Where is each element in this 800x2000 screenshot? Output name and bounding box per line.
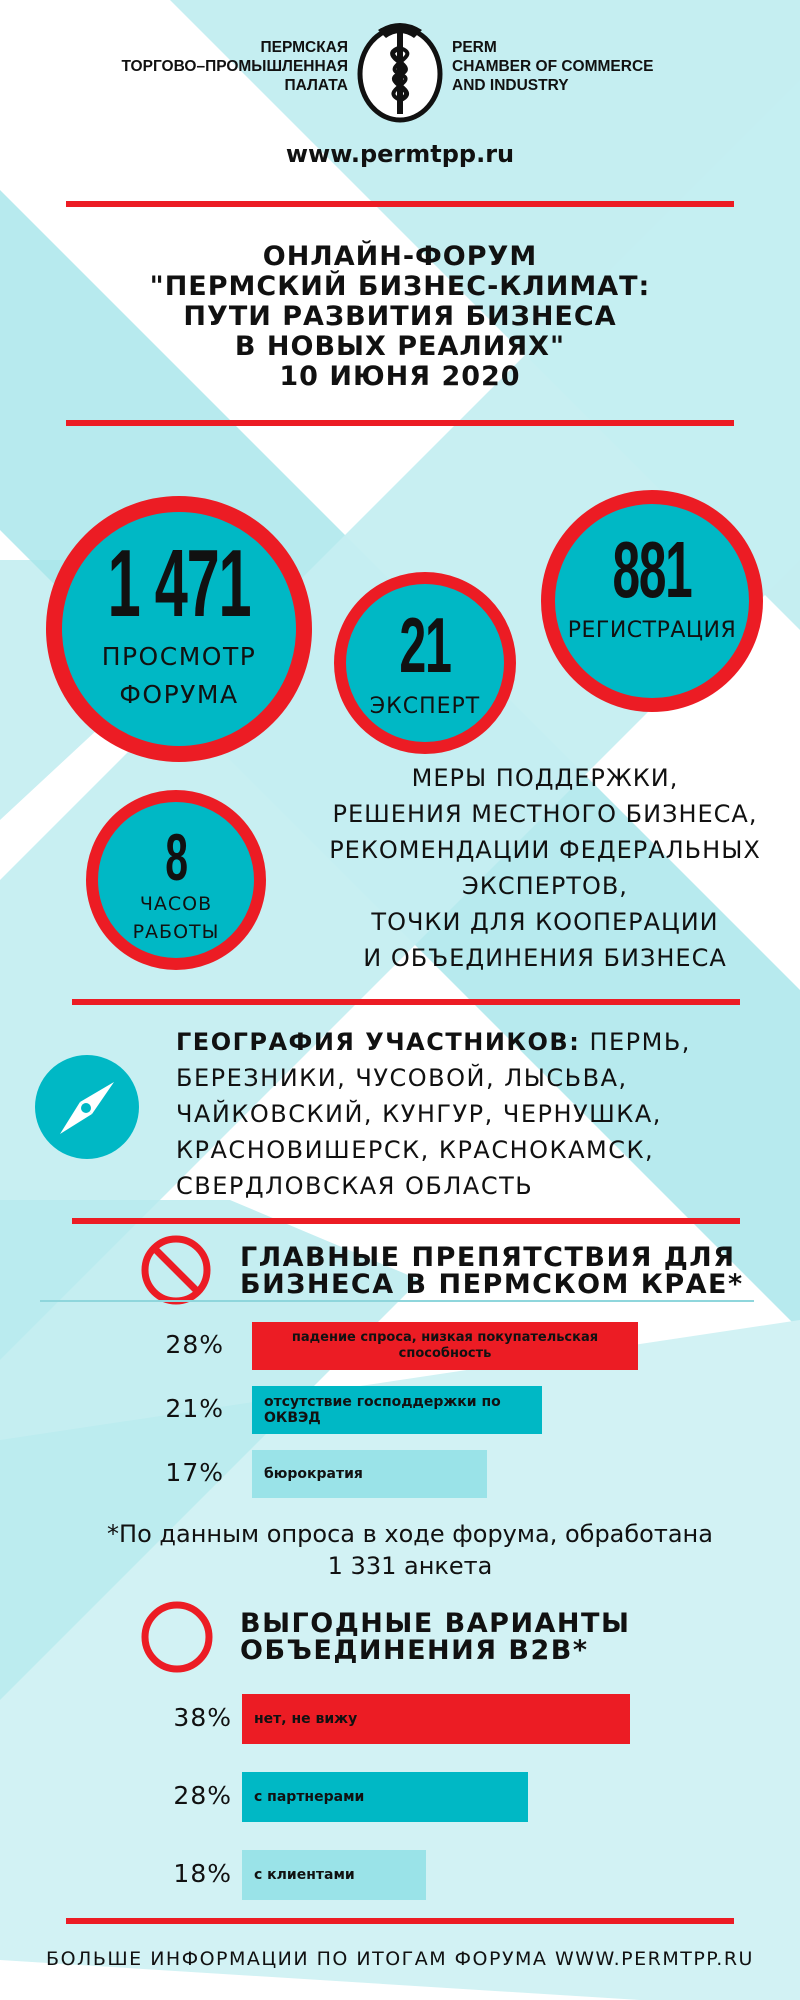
stat-hours-value: 8 (165, 820, 187, 894)
stat-hours-label: ЧАСОВ (139, 893, 213, 915)
b2b-option-percent: 28% (173, 1781, 232, 1810)
divider (66, 420, 734, 426)
b2b-option-bar (242, 1850, 426, 1900)
org-name-ru: ПЕРМСКАЯ ТОРГОВО–ПРОМЫШЛЕННАЯ ПАЛАТА (121, 39, 348, 94)
footer-info: БОЛЬШЕ ИНФОРМАЦИИ ПО ИТОГАМ ФОРУМА WWW.PERMTPP.RU (46, 1948, 754, 1970)
obstacle-percent: 28% (165, 1330, 224, 1359)
b2b-title: ВЫГОДНЫЕ ВАРИАНТЫ ОБЪЕДИНЕНИЯ B2B* (240, 1608, 631, 1666)
forum-topics: МЕРЫ ПОДДЕРЖКИ, РЕШЕНИЯ МЕСТНОГО БИЗНЕСА, РЕКОМЕНДАЦИИ ФЕДЕРАЛЬНЫХ ЭКСПЕРТОВ, ТОЧКИ ДЛЯ КООПЕРАЦИИ И ОБЪЕДИНЕНИЯ БИЗНЕСА (329, 764, 761, 972)
obstacle-bar (252, 1450, 487, 1498)
obstacle-label: бюрократия (264, 1466, 363, 1482)
b2b-option-bar (242, 1694, 630, 1744)
website-link[interactable]: www.permtpp.ru (285, 140, 515, 168)
b2b-option-percent: 18% (173, 1859, 232, 1888)
obstacle-label: отсутствие господдержки по ОКВЭД (264, 1394, 501, 1426)
obstacle-percent: 17% (165, 1458, 224, 1487)
b2b-option-percent: 38% (173, 1703, 232, 1732)
b2b-option-label: нет, не вижу (254, 1711, 358, 1727)
stat-registrations-label: РЕГИСТРАЦИЯ (567, 618, 737, 643)
chamber-emblem-icon (356, 14, 444, 124)
obstacle-bar (252, 1386, 542, 1434)
stat-registrations-value: 881 (612, 525, 692, 614)
b2b-option-label: с партнерами (254, 1789, 365, 1805)
stat-registrations (541, 490, 763, 712)
divider (72, 999, 740, 1005)
stat-views (46, 496, 312, 762)
stat-experts-value: 21 (399, 601, 451, 689)
obstacles-title: ГЛАВНЫЕ ПРЕПЯТСТВИЯ ДЛЯ БИЗНЕСА В ПЕРМСКОМ КРАЕ* (240, 1242, 744, 1300)
circle-icon (140, 1600, 214, 1674)
stat-experts (334, 572, 516, 754)
obstacle-bar (252, 1322, 638, 1370)
obstacle-percent: 21% (165, 1394, 224, 1423)
stat-views-value: 1 471 (107, 530, 251, 637)
participants-geography: ГЕОГРАФИЯ УЧАСТНИКОВ: ПЕРМЬ, БЕРЕЗНИКИ, ЧУСОВОЙ, ЛЫСЬВА, ЧАЙКОВСКИЙ, КУНГУР, ЧЕРНУШКА, КРАСНОВИШЕРСК, КРАСНОКАМСК, СВЕРДЛОВСКАЯ ОБЛАСТЬ (176, 1028, 691, 1200)
org-name-en: PERM CHAMBER OF COMMERCE AND INDUSTRY (452, 39, 654, 94)
stat-views-label: ПРОСМОТР (101, 642, 257, 671)
divider (66, 1918, 734, 1924)
thin-divider (40, 1300, 754, 1302)
forum-title: ОНЛАЙН-ФОРУМ "ПЕРМСКИЙ БИЗНЕС-КЛИМАТ: ПУТИ РАЗВИТИЯ БИЗНЕСА В НОВЫХ РЕАЛИЯХ" 10 ИЮНЯ 2020 (149, 241, 651, 392)
prohibited-icon (140, 1234, 212, 1306)
divider (66, 201, 734, 207)
b2b-option-bar (242, 1772, 528, 1822)
stat-experts-label: ЭКСПЕРТ (369, 694, 481, 719)
b2b-option-label: с клиентами (254, 1867, 355, 1883)
survey-note: *По данным опроса в ходе форума, обработана 1 331 анкета (107, 1520, 713, 1580)
stat-views-label-2: ФОРУМА (119, 680, 239, 709)
obstacle-label: падение спроса, низкая покупательская (291, 1330, 599, 1345)
stat-hours-label-2: РАБОТЫ (132, 921, 220, 943)
stat-hours (86, 790, 266, 970)
obstacle-label: способность (398, 1346, 492, 1361)
geography-heading: ГЕОГРАФИЯ УЧАСТНИКОВ: (176, 1028, 581, 1056)
compass-icon (34, 1054, 140, 1160)
divider (72, 1218, 740, 1224)
